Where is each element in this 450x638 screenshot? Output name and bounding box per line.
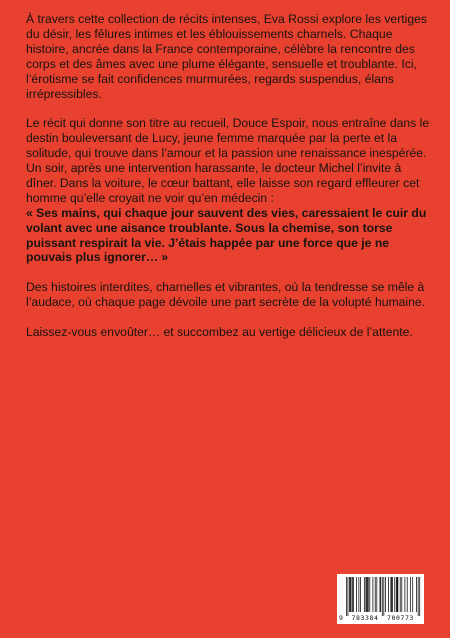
summary-paragraph: Le récit qui donne son titre au recueil, Douce Espoir, nous entraîne dans le destin bouleversant de Lucy, jeune femme marquée par la perte et la solitude, qui trouve dans l’amour et la passion une renaissance inespérée. — [26, 116, 430, 161]
scene-paragraph: Un soir, après une intervention harassante, le docteur Michel l’invite à dîner. Dans la voiture, le cœur battant, elle laisse son regard effleurer cet homme qu’elle croyait ne voir qu’en médecin : — [26, 161, 420, 205]
barcode-bar — [407, 577, 408, 612]
barcode-bar — [351, 577, 352, 612]
barcode-bar — [416, 577, 417, 612]
barcode-bar — [380, 577, 381, 612]
barcode-bar — [369, 577, 370, 612]
isbn-barcode — [337, 574, 424, 624]
barcode-bar — [350, 577, 351, 612]
barcode-bar — [396, 577, 397, 612]
barcode-bar — [397, 577, 398, 612]
intro-paragraph: À travers cette collection de récits intenses, Eva Rossi explore les vertiges du désir, les fêlures intimes et les éblouissements charnels. Chaque histoire, ancrée dans la France contemporaine, célèbre la rencontre des corps et des âmes avec une plume élégante, sensuelle et troublante. Ici, l’érotisme se fait confidences murmurées, regards suspendus, élans irrépressibles. — [26, 12, 428, 101]
barcode-bar — [412, 577, 413, 612]
barcode-bar — [366, 577, 367, 612]
barcode-bar — [397, 577, 398, 612]
closing-paragraph: Laissez-vous envoûter… et succombez au vertige délicieux de l’attente. — [26, 324, 413, 339]
barcode-bar — [419, 577, 420, 616]
barcode-bar — [373, 577, 374, 612]
barcode-bar — [346, 577, 347, 616]
excerpt-quote: « Ses mains, qui chaque jour sauvent des vies, caressaient le cuir du volant avec une aisance troublante. Sous la chemise, son torse puissant respirait la vie. J’étais happée par une force que je ne pouvais plus ignorer… » — [26, 205, 427, 265]
stories-paragraph: Des histoires interdites, charnelles et vibrantes, où la tendresse se mêle à l’audace, où chaque page dévoile une part secrète de la volupté humaine. — [26, 280, 426, 310]
barcode-bar — [410, 577, 411, 612]
barcode-bar — [383, 577, 384, 616]
barcode-bar — [401, 577, 402, 612]
barcode-bar — [382, 577, 383, 616]
barcode-first-digit: 9 — [339, 614, 343, 622]
barcode-bar — [385, 577, 386, 612]
barcode-bar — [390, 577, 391, 612]
back-cover-text — [26, 12, 430, 355]
barcode-left-digits: 783384 — [351, 614, 379, 622]
barcode-bar — [368, 577, 369, 612]
barcode-bar — [380, 577, 381, 612]
barcode-bar — [358, 577, 359, 612]
barcode-bar — [360, 577, 361, 612]
barcode-bar — [348, 577, 349, 616]
barcode-bar — [375, 577, 376, 612]
barcode-bar — [400, 577, 401, 612]
barcode-bar — [349, 577, 350, 612]
barcode-bar — [405, 577, 406, 612]
barcode-bar — [391, 577, 392, 612]
barcode-bars — [337, 574, 424, 616]
barcode-bar — [388, 577, 389, 612]
barcode-right-digits: 700773 — [386, 614, 415, 622]
barcode-bar — [376, 577, 377, 612]
barcode-bar — [418, 577, 419, 616]
barcode-bar — [392, 577, 393, 612]
barcode-bar — [356, 577, 357, 612]
barcode-bar — [394, 577, 395, 612]
barcode-bar — [352, 577, 353, 612]
barcode-bar — [364, 577, 365, 612]
barcode-bar — [366, 577, 367, 612]
barcode-bar — [353, 577, 354, 612]
barcode-bar — [367, 577, 368, 612]
